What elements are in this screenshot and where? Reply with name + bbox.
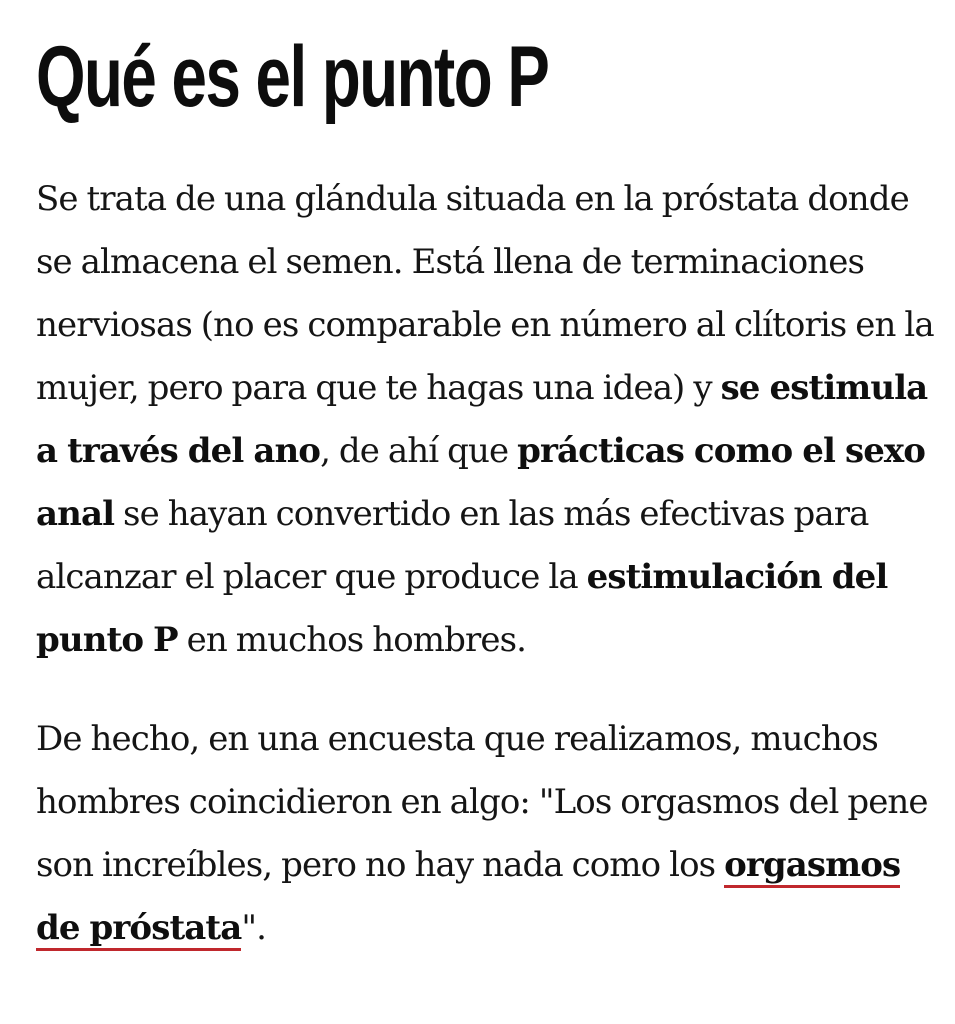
- p1-bold-3: estimulación del punto P: [36, 557, 888, 660]
- p2-text-1: De hecho, en una encuesta que realizamos, muchos hombres coincidieron en algo: "Los orgasmos del pene son increíbles, pero no hay nada como los: [36, 719, 928, 885]
- paragraph-1: [36, 168, 936, 672]
- article-heading: Qué es el punto P: [36, 29, 549, 125]
- prostate-orgasm-link[interactable]: orgasmos de próstata: [36, 845, 900, 951]
- p1-text-3: se hayan convertido en las más efectivas para alcanzar el placer que produce la: [36, 494, 869, 597]
- p1-text-4: en muchos hombres.: [177, 620, 527, 660]
- p1-text-2: , de ahí que: [320, 431, 518, 471]
- paragraph-2: [36, 708, 936, 960]
- p2-text-2: ".: [241, 908, 266, 948]
- p1-bold-1: se estimula a través del ano: [36, 368, 928, 471]
- p1-bold-2: prácticas como el sexo anal: [36, 431, 926, 534]
- p1-text-1: Se trata de una glándula situada en la próstata donde se almacena el semen. Está llena de terminaciones nerviosas (no es comparable en número al clítoris en la mujer, pero para que te hagas una idea) y: [36, 179, 934, 408]
- article-body: [36, 0, 936, 960]
